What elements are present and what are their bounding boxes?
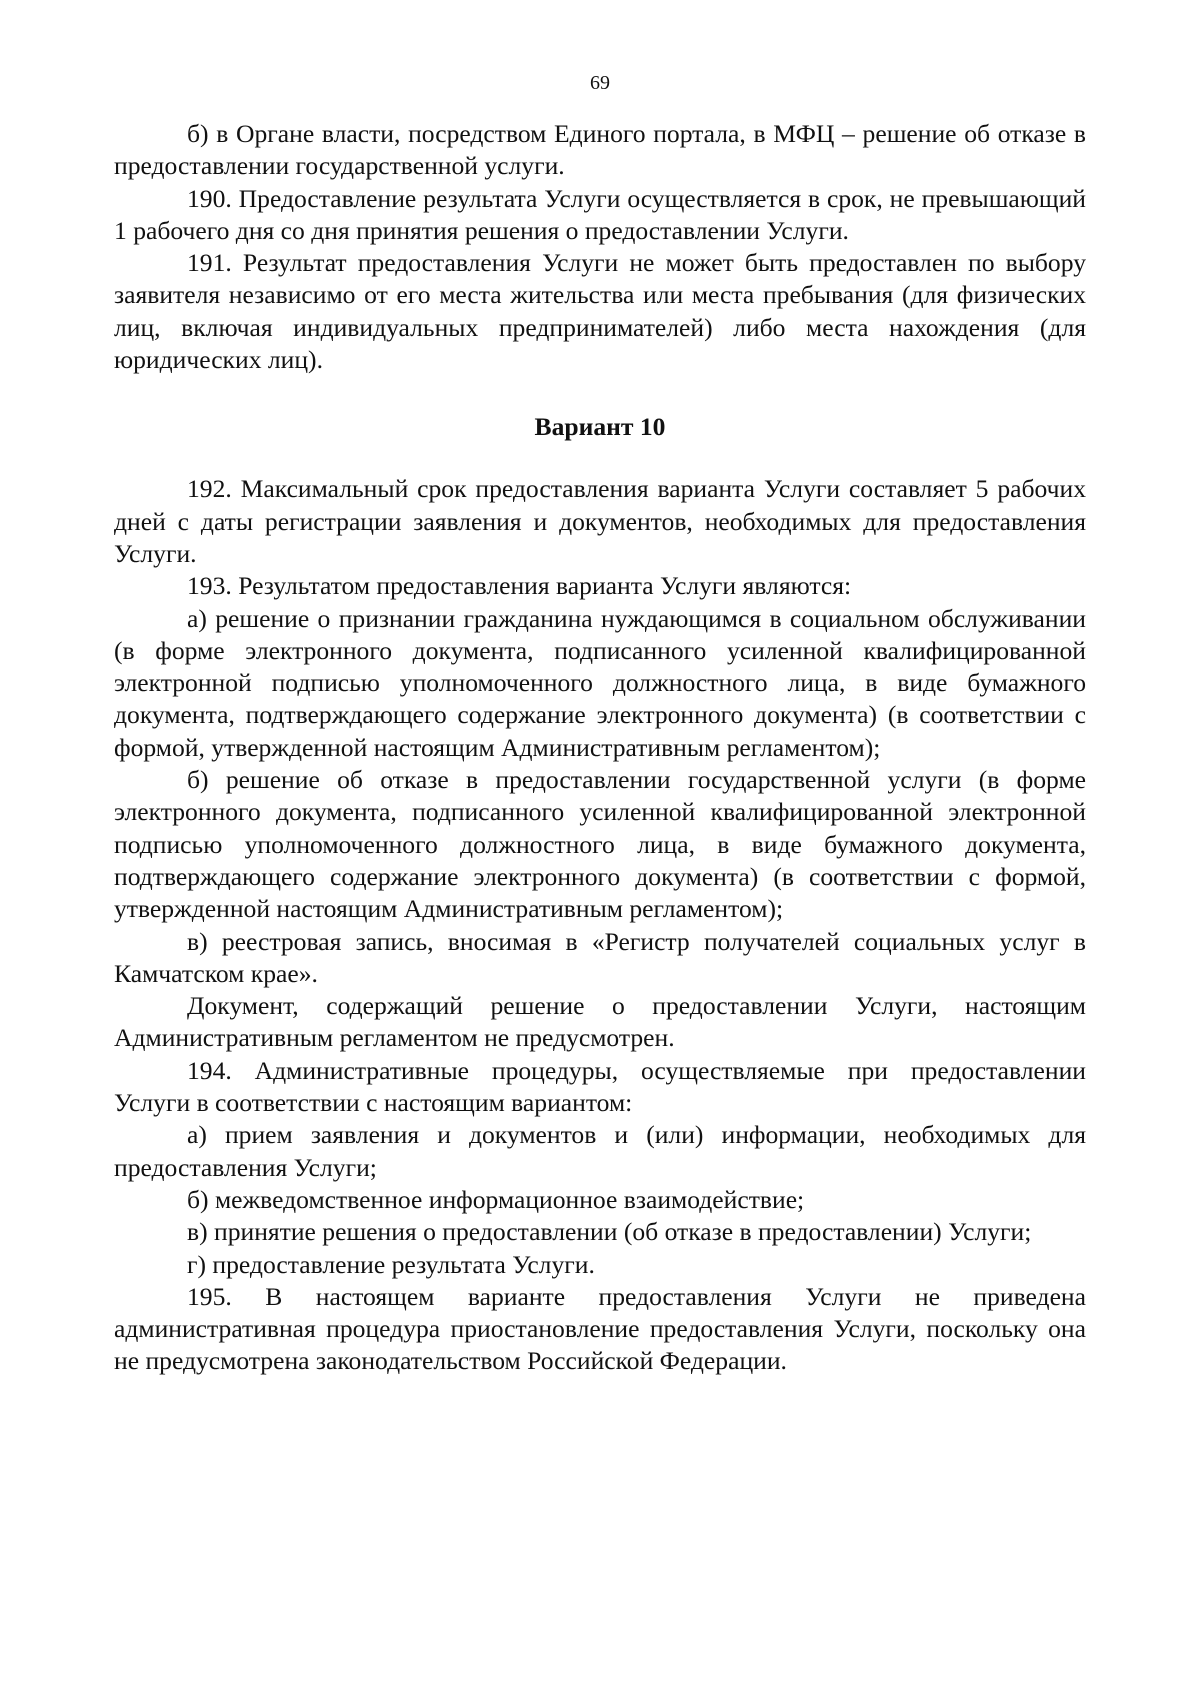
paragraph-192: 192. Максимальный срок предоставления варианта Услуги составляет 5 рабочих дней с даты регистрации заявления и документов, необходимых для предоставления Услуги. (114, 474, 1086, 568)
paragraph-193-a: а) решение о признании гражданина нуждающимся в социальном обслуживании (в форме электронного документа, подписанного усиленной квалифицированной электронной подписью уполномоченного должностного лица, в виде бумажного документа, подтверждающего содержание электронного документа) (в соответствии с формой, утвержденной настоящим Административным регламентом); (114, 603, 1086, 762)
page-number: 69 (590, 72, 610, 94)
paragraph-194-b: б) межведомственное информационное взаимодействие; (187, 1184, 805, 1214)
paragraph-193-v: в) реестровая запись, вносимая в «Регистр получателей социальных услуг в Камчатском крае». (114, 926, 1086, 988)
paragraph-193: 193. Результатом предоставления варианта Услуги являются: (187, 571, 852, 601)
document-body (114, 118, 1086, 1378)
paragraph-194-g: г) предоставление результата Услуги. (187, 1249, 595, 1279)
paragraph-190: 190. Предоставление результата Услуги осуществляется в срок, не превышающий 1 рабочего дня со дня принятия решения о предоставлении Услуги. (114, 183, 1086, 245)
paragraph-194: 194. Административные процедуры, осуществляемые при предоставлении Услуги в соответствии с настоящим вариантом: (114, 1055, 1086, 1118)
paragraph-result-refusal: б) в Органе власти, посредством Единого портала, в МФЦ – решение об отказе в предоставлении государственной услуги. (114, 119, 1086, 181)
paragraph-195: 195. В настоящем варианте предоставления Услуги не приведена административная процедура приостановление предоставления Услуги, поскольку она не предусмотрена законодательством Российской Федерации. (114, 1281, 1086, 1376)
paragraph-194-v: в) принятие решения о предоставлении (об отказе в предоставлении) Услуги; (187, 1217, 1032, 1247)
paragraph-193-b: б) решение об отказе в предоставлении государственной услуги (в форме электронного документа, подписанного усиленной квалифицированной электронной подписью уполномоченного должностного лица, в виде бумажного документа, подтверждающего содержание электронного документа) (в соответствии с формой, утвержденной настоящим Административным регламентом); (114, 765, 1086, 924)
paragraph-194-a: а) прием заявления и документов и (или) информации, необходимых для предоставления Услуги; (114, 1120, 1086, 1182)
section-heading: Вариант 10 (534, 412, 666, 442)
paragraph-document-note: Документ, содержащий решение о предоставлении Услуги, настоящим Административным регламентом не предусмотрен. (114, 991, 1086, 1053)
paragraph-191: 191. Результат предоставления Услуги не может быть предоставлен по выбору заявителя независимо от его места жительства или места пребывания (для физических лиц, включая индивидуальных предпринимателей) либо места нахождения (для юридических лиц). (114, 248, 1086, 375)
